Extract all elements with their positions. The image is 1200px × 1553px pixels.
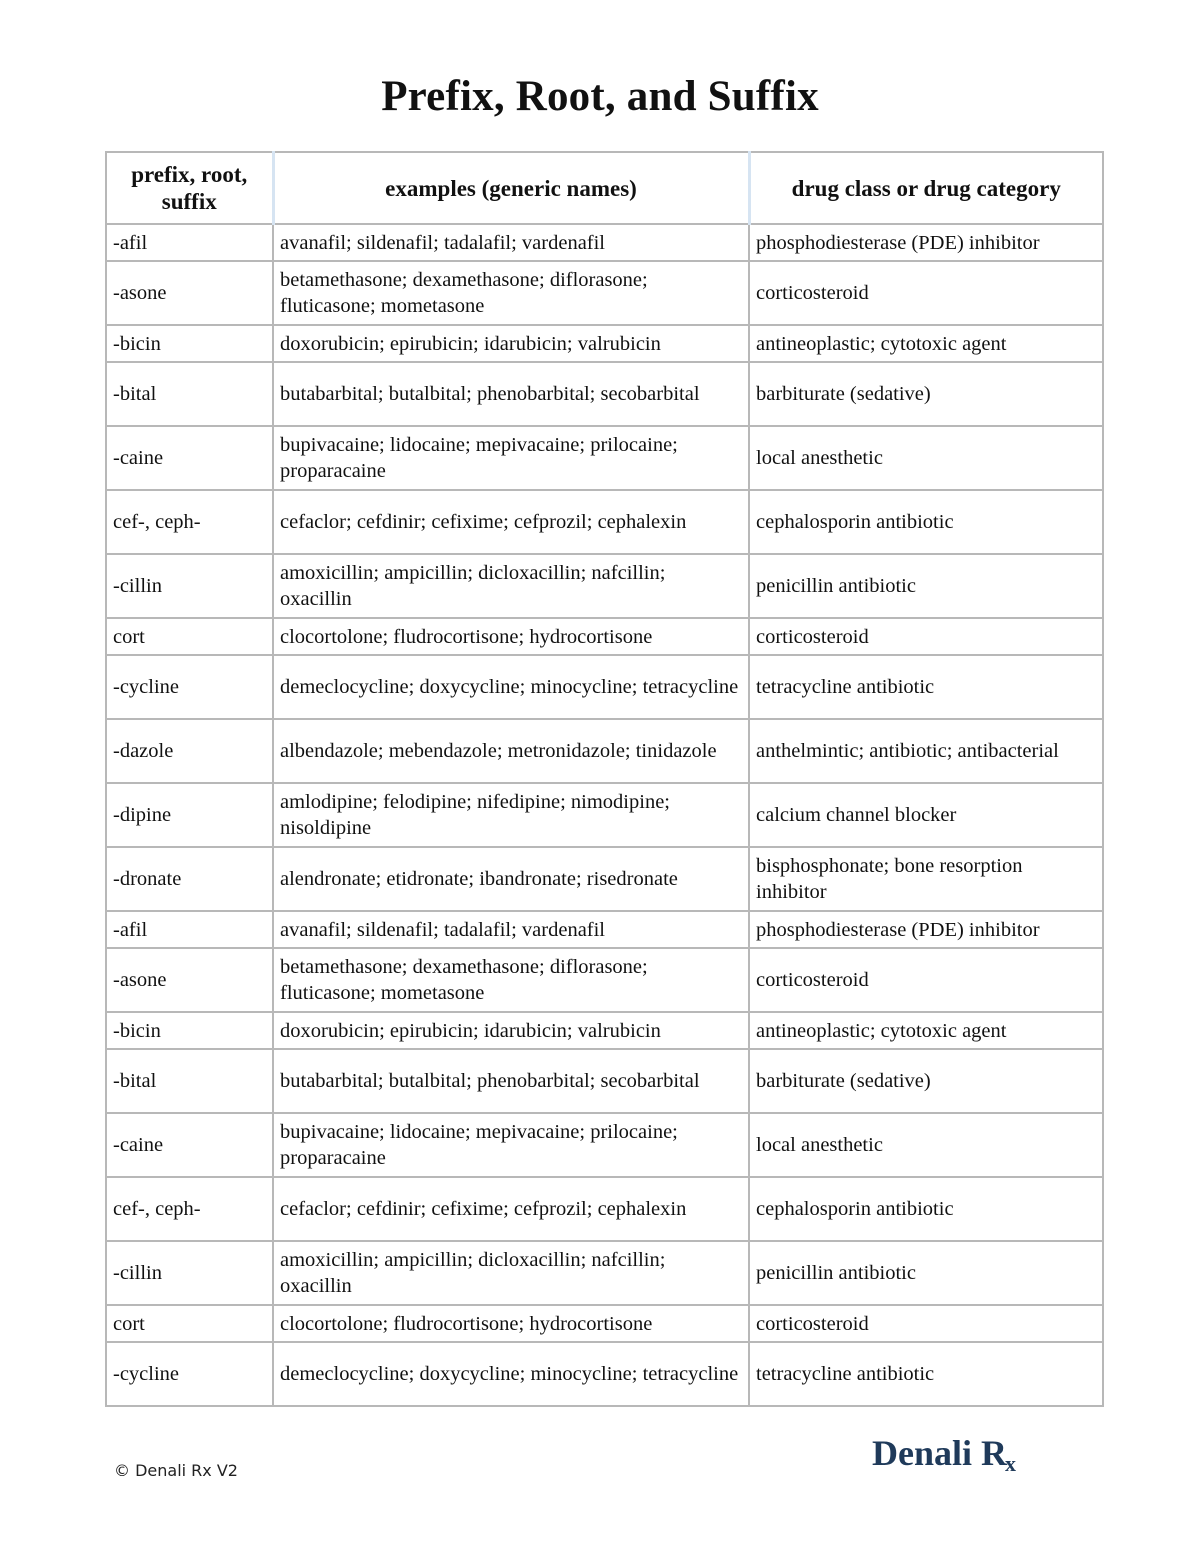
cell-stem: -dipine xyxy=(106,783,273,847)
header-drug-class: drug class or drug category xyxy=(749,152,1103,224)
cell-stem: -caine xyxy=(106,426,273,490)
cell-stem: cef-, ceph- xyxy=(106,1177,273,1241)
drug-stem-table xyxy=(105,151,1104,1407)
cell-drug-class: barbiturate (sedative) xyxy=(749,1049,1103,1113)
logo-text: Denali R xyxy=(872,1433,1007,1473)
denali-rx-logo xyxy=(872,1432,1016,1474)
table-row xyxy=(106,783,1103,847)
cell-stem: -bicin xyxy=(106,1012,273,1049)
cell-drug-class: cephalosporin antibiotic xyxy=(749,1177,1103,1241)
cell-stem: -caine xyxy=(106,1113,273,1177)
page-title: Prefix, Root, and Suffix xyxy=(381,73,819,120)
cell-drug-class: phosphodiesterase (PDE) inhibitor xyxy=(749,224,1103,261)
table-row xyxy=(106,1113,1103,1177)
table-row xyxy=(106,362,1103,426)
cell-drug-class: tetracycline antibiotic xyxy=(749,655,1103,719)
cell-examples: demeclocycline; doxycycline; minocycline; tetracycline xyxy=(273,1342,749,1406)
cell-examples: avanafil; sildenafil; tadalafil; vardenafil xyxy=(273,224,749,261)
cell-examples: amoxicillin; ampicillin; dicloxacillin; nafcillin; oxacillin xyxy=(273,554,749,618)
table-row xyxy=(106,426,1103,490)
cell-stem: -dazole xyxy=(106,719,273,783)
cell-stem: -cillin xyxy=(106,554,273,618)
cell-stem: -cycline xyxy=(106,655,273,719)
cell-examples: butabarbital; butalbital; phenobarbital; secobarbital xyxy=(273,362,749,426)
cell-drug-class: penicillin antibiotic xyxy=(749,1241,1103,1305)
cell-examples: cefaclor; cefdinir; cefixime; cefprozil; cephalexin xyxy=(273,490,749,554)
cell-stem: cort xyxy=(106,618,273,655)
cell-drug-class: local anesthetic xyxy=(749,1113,1103,1177)
cell-drug-class: local anesthetic xyxy=(749,426,1103,490)
table-row xyxy=(106,325,1103,362)
table-row xyxy=(106,847,1103,911)
cell-drug-class: corticosteroid xyxy=(749,261,1103,325)
header-prefix-root-suffix: prefix, root, suffix xyxy=(106,152,273,224)
cell-stem: -asone xyxy=(106,948,273,1012)
cell-drug-class: anthelmintic; antibiotic; antibacterial xyxy=(749,719,1103,783)
table-row xyxy=(106,1241,1103,1305)
table-row xyxy=(106,719,1103,783)
table-row xyxy=(106,490,1103,554)
cell-drug-class: cephalosporin antibiotic xyxy=(749,490,1103,554)
cell-examples: butabarbital; butalbital; phenobarbital; secobarbital xyxy=(273,1049,749,1113)
cell-examples: demeclocycline; doxycycline; minocycline; tetracycline xyxy=(273,655,749,719)
table-row xyxy=(106,948,1103,1012)
cell-examples: avanafil; sildenafil; tadalafil; vardenafil xyxy=(273,911,749,948)
cell-stem: -bicin xyxy=(106,325,273,362)
cell-drug-class: penicillin antibiotic xyxy=(749,554,1103,618)
cell-stem: -bital xyxy=(106,1049,273,1113)
cell-stem: -bital xyxy=(106,362,273,426)
cell-stem: -dronate xyxy=(106,847,273,911)
cell-drug-class: corticosteroid xyxy=(749,948,1103,1012)
cell-drug-class: tetracycline antibiotic xyxy=(749,1342,1103,1406)
table-row xyxy=(106,1342,1103,1406)
logo-rx-subscript: x xyxy=(1005,1451,1016,1476)
table-row xyxy=(106,1012,1103,1049)
table-header-row xyxy=(106,152,1103,224)
cell-stem: -afil xyxy=(106,911,273,948)
cell-stem: cef-, ceph- xyxy=(106,490,273,554)
header-examples: examples (generic names) xyxy=(273,152,749,224)
cell-examples: bupivacaine; lidocaine; mepivacaine; prilocaine; proparacaine xyxy=(273,1113,749,1177)
cell-drug-class: antineoplastic; cytotoxic agent xyxy=(749,1012,1103,1049)
cell-stem: -afil xyxy=(106,224,273,261)
cell-examples: doxorubicin; epirubicin; idarubicin; valrubicin xyxy=(273,325,749,362)
table-row xyxy=(106,261,1103,325)
table-row xyxy=(106,1177,1103,1241)
cell-drug-class: barbiturate (sedative) xyxy=(749,362,1103,426)
cell-stem: -asone xyxy=(106,261,273,325)
cell-examples: doxorubicin; epirubicin; idarubicin; valrubicin xyxy=(273,1012,749,1049)
cell-examples: alendronate; etidronate; ibandronate; risedronate xyxy=(273,847,749,911)
table-row xyxy=(106,1305,1103,1342)
cell-examples: bupivacaine; lidocaine; mepivacaine; prilocaine; proparacaine xyxy=(273,426,749,490)
footer-copyright: © Denali Rx V2 xyxy=(114,1461,238,1480)
cell-examples: cefaclor; cefdinir; cefixime; cefprozil; cephalexin xyxy=(273,1177,749,1241)
cell-drug-class: corticosteroid xyxy=(749,1305,1103,1342)
table-row xyxy=(106,618,1103,655)
cell-drug-class: antineoplastic; cytotoxic agent xyxy=(749,325,1103,362)
cell-stem: -cillin xyxy=(106,1241,273,1305)
cell-examples: betamethasone; dexamethasone; diflorasone; fluticasone; mometasone xyxy=(273,948,749,1012)
table-row xyxy=(106,1049,1103,1113)
table-row xyxy=(106,911,1103,948)
cell-stem: -cycline xyxy=(106,1342,273,1406)
cell-examples: betamethasone; dexamethasone; diflorasone; fluticasone; mometasone xyxy=(273,261,749,325)
cell-examples: albendazole; mebendazole; metronidazole; tinidazole xyxy=(273,719,749,783)
cell-examples: amoxicillin; ampicillin; dicloxacillin; nafcillin; oxacillin xyxy=(273,1241,749,1305)
cell-drug-class: bisphosphonate; bone resorption inhibitor xyxy=(749,847,1103,911)
cell-examples: clocortolone; fludrocortisone; hydrocortisone xyxy=(273,1305,749,1342)
cell-drug-class: calcium channel blocker xyxy=(749,783,1103,847)
cell-stem: cort xyxy=(106,1305,273,1342)
cell-examples: clocortolone; fludrocortisone; hydrocortisone xyxy=(273,618,749,655)
table-row xyxy=(106,224,1103,261)
cell-drug-class: corticosteroid xyxy=(749,618,1103,655)
cell-drug-class: phosphodiesterase (PDE) inhibitor xyxy=(749,911,1103,948)
table-body xyxy=(106,224,1103,1406)
table-row xyxy=(106,554,1103,618)
table-row xyxy=(106,655,1103,719)
cell-examples: amlodipine; felodipine; nifedipine; nimodipine; nisoldipine xyxy=(273,783,749,847)
